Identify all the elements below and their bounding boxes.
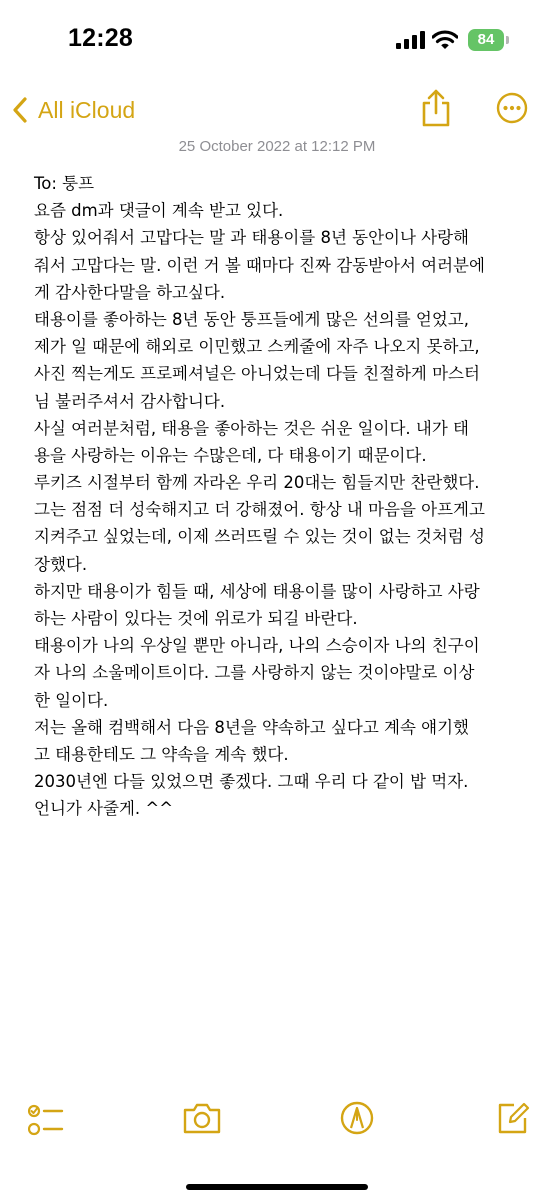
status-time: 12:28 <box>68 24 133 52</box>
navigation-bar <box>0 80 554 140</box>
note-line: To: 퉁프 <box>34 174 95 193</box>
battery-icon <box>468 29 510 51</box>
note-line: 2030년엔 다들 있었으면 좋겠다. 그때 우리 다 같이 밥 먹자. <box>34 772 469 792</box>
note-line: 제가 일 때문에 해외로 이민했고 스케줄에 자주 나오지 못하고, <box>34 337 480 357</box>
markup-button[interactable] <box>340 1100 374 1140</box>
back-label: All iCloud <box>38 96 136 123</box>
note-line: 태용이를 좋아하는 8년 동안 퉁프들에게 많은 선의를 얻었고, <box>34 309 469 329</box>
note-line: 하지만 태용이가 힘들 때, 세상에 태용이를 많이 사랑하고 사랑 <box>34 581 480 601</box>
share-button[interactable] <box>420 88 452 132</box>
markup-pen-icon <box>340 1100 374 1136</box>
note-body[interactable] <box>34 170 539 823</box>
signal-icon <box>396 31 426 49</box>
share-icon <box>420 88 452 128</box>
chevron-left-icon <box>10 96 30 124</box>
note-line: 줘서 고맙다는 말. 이런 거 볼 때마다 진짜 감동받아서 여러분에 <box>34 255 485 275</box>
more-icon <box>496 92 528 124</box>
note-line: 게 감사한다말을 하고싶다. <box>34 282 226 302</box>
battery-cap <box>506 36 509 44</box>
note-line: 장했다. <box>34 554 88 574</box>
back-button[interactable] <box>10 92 135 128</box>
note-line: 루키즈 시절부터 함께 자라온 우리 20대는 힘들지만 찬란했다. <box>34 473 480 493</box>
compose-icon <box>496 1100 530 1136</box>
note-line: 태용이가 나의 우상일 뿐만 아니라, 나의 스승이자 나의 친구이 <box>34 636 480 656</box>
note-line: 항상 있어줘서 고맙다는 말 과 태용이를 8년 동안이나 사랑해 <box>34 228 469 248</box>
note-line: 그는 점점 더 성숙해지고 더 강해졌어. 항상 내 마음을 아프게고 <box>34 500 485 520</box>
note-date: 25 October 2022 at 12:12 PM <box>178 138 376 155</box>
note-line: 사실 여러분처럼, 태용을 좋아하는 것은 쉬운 일이다. 내가 태 <box>34 418 469 438</box>
note-line: 하는 사람이 있다는 것에 위로가 되길 바란다. <box>34 609 358 628</box>
status-bar <box>0 0 554 80</box>
checklist-button[interactable] <box>28 1100 64 1144</box>
checklist-icon <box>28 1100 64 1140</box>
home-indicator <box>186 1184 368 1190</box>
camera-icon <box>182 1100 222 1136</box>
battery-level: 84 <box>468 29 504 51</box>
note-line: 사진 찍는게도 프로페셔널은 아니었는데 다들 친절하게 마스터 <box>34 364 480 384</box>
note-line: 지켜주고 싶었는데, 이제 쓰러뜨릴 수 있는 것이 없는 것처럼 성 <box>34 527 485 547</box>
note-line: 언니가 사줄게. ^^ <box>34 799 174 819</box>
note-line: 자 나의 소울메이트이다. 그를 사랑하지 않는 것이야말로 이상 <box>34 663 475 683</box>
note-line: 님 불러주셔서 감사합니다. <box>34 391 226 411</box>
camera-button[interactable] <box>182 1100 222 1140</box>
note-line: 고 태용한테도 그 약속을 계속 했다. <box>34 744 289 764</box>
note-line: 용을 사랑하는 이유는 수많은데, 다 태용이기 때문이다. <box>34 445 427 465</box>
wifi-icon <box>432 30 458 50</box>
note-line: 한 일이다. <box>34 690 109 710</box>
bottom-toolbar <box>0 1090 554 1160</box>
compose-button[interactable] <box>496 1100 530 1140</box>
note-line: 요즘 dm과 댓글이 계속 받고 있다. <box>34 201 284 221</box>
note-line: 저는 올해 컴백해서 다음 8년을 약속하고 싶다고 계속 얘기했 <box>34 717 469 737</box>
more-button[interactable] <box>496 92 528 128</box>
